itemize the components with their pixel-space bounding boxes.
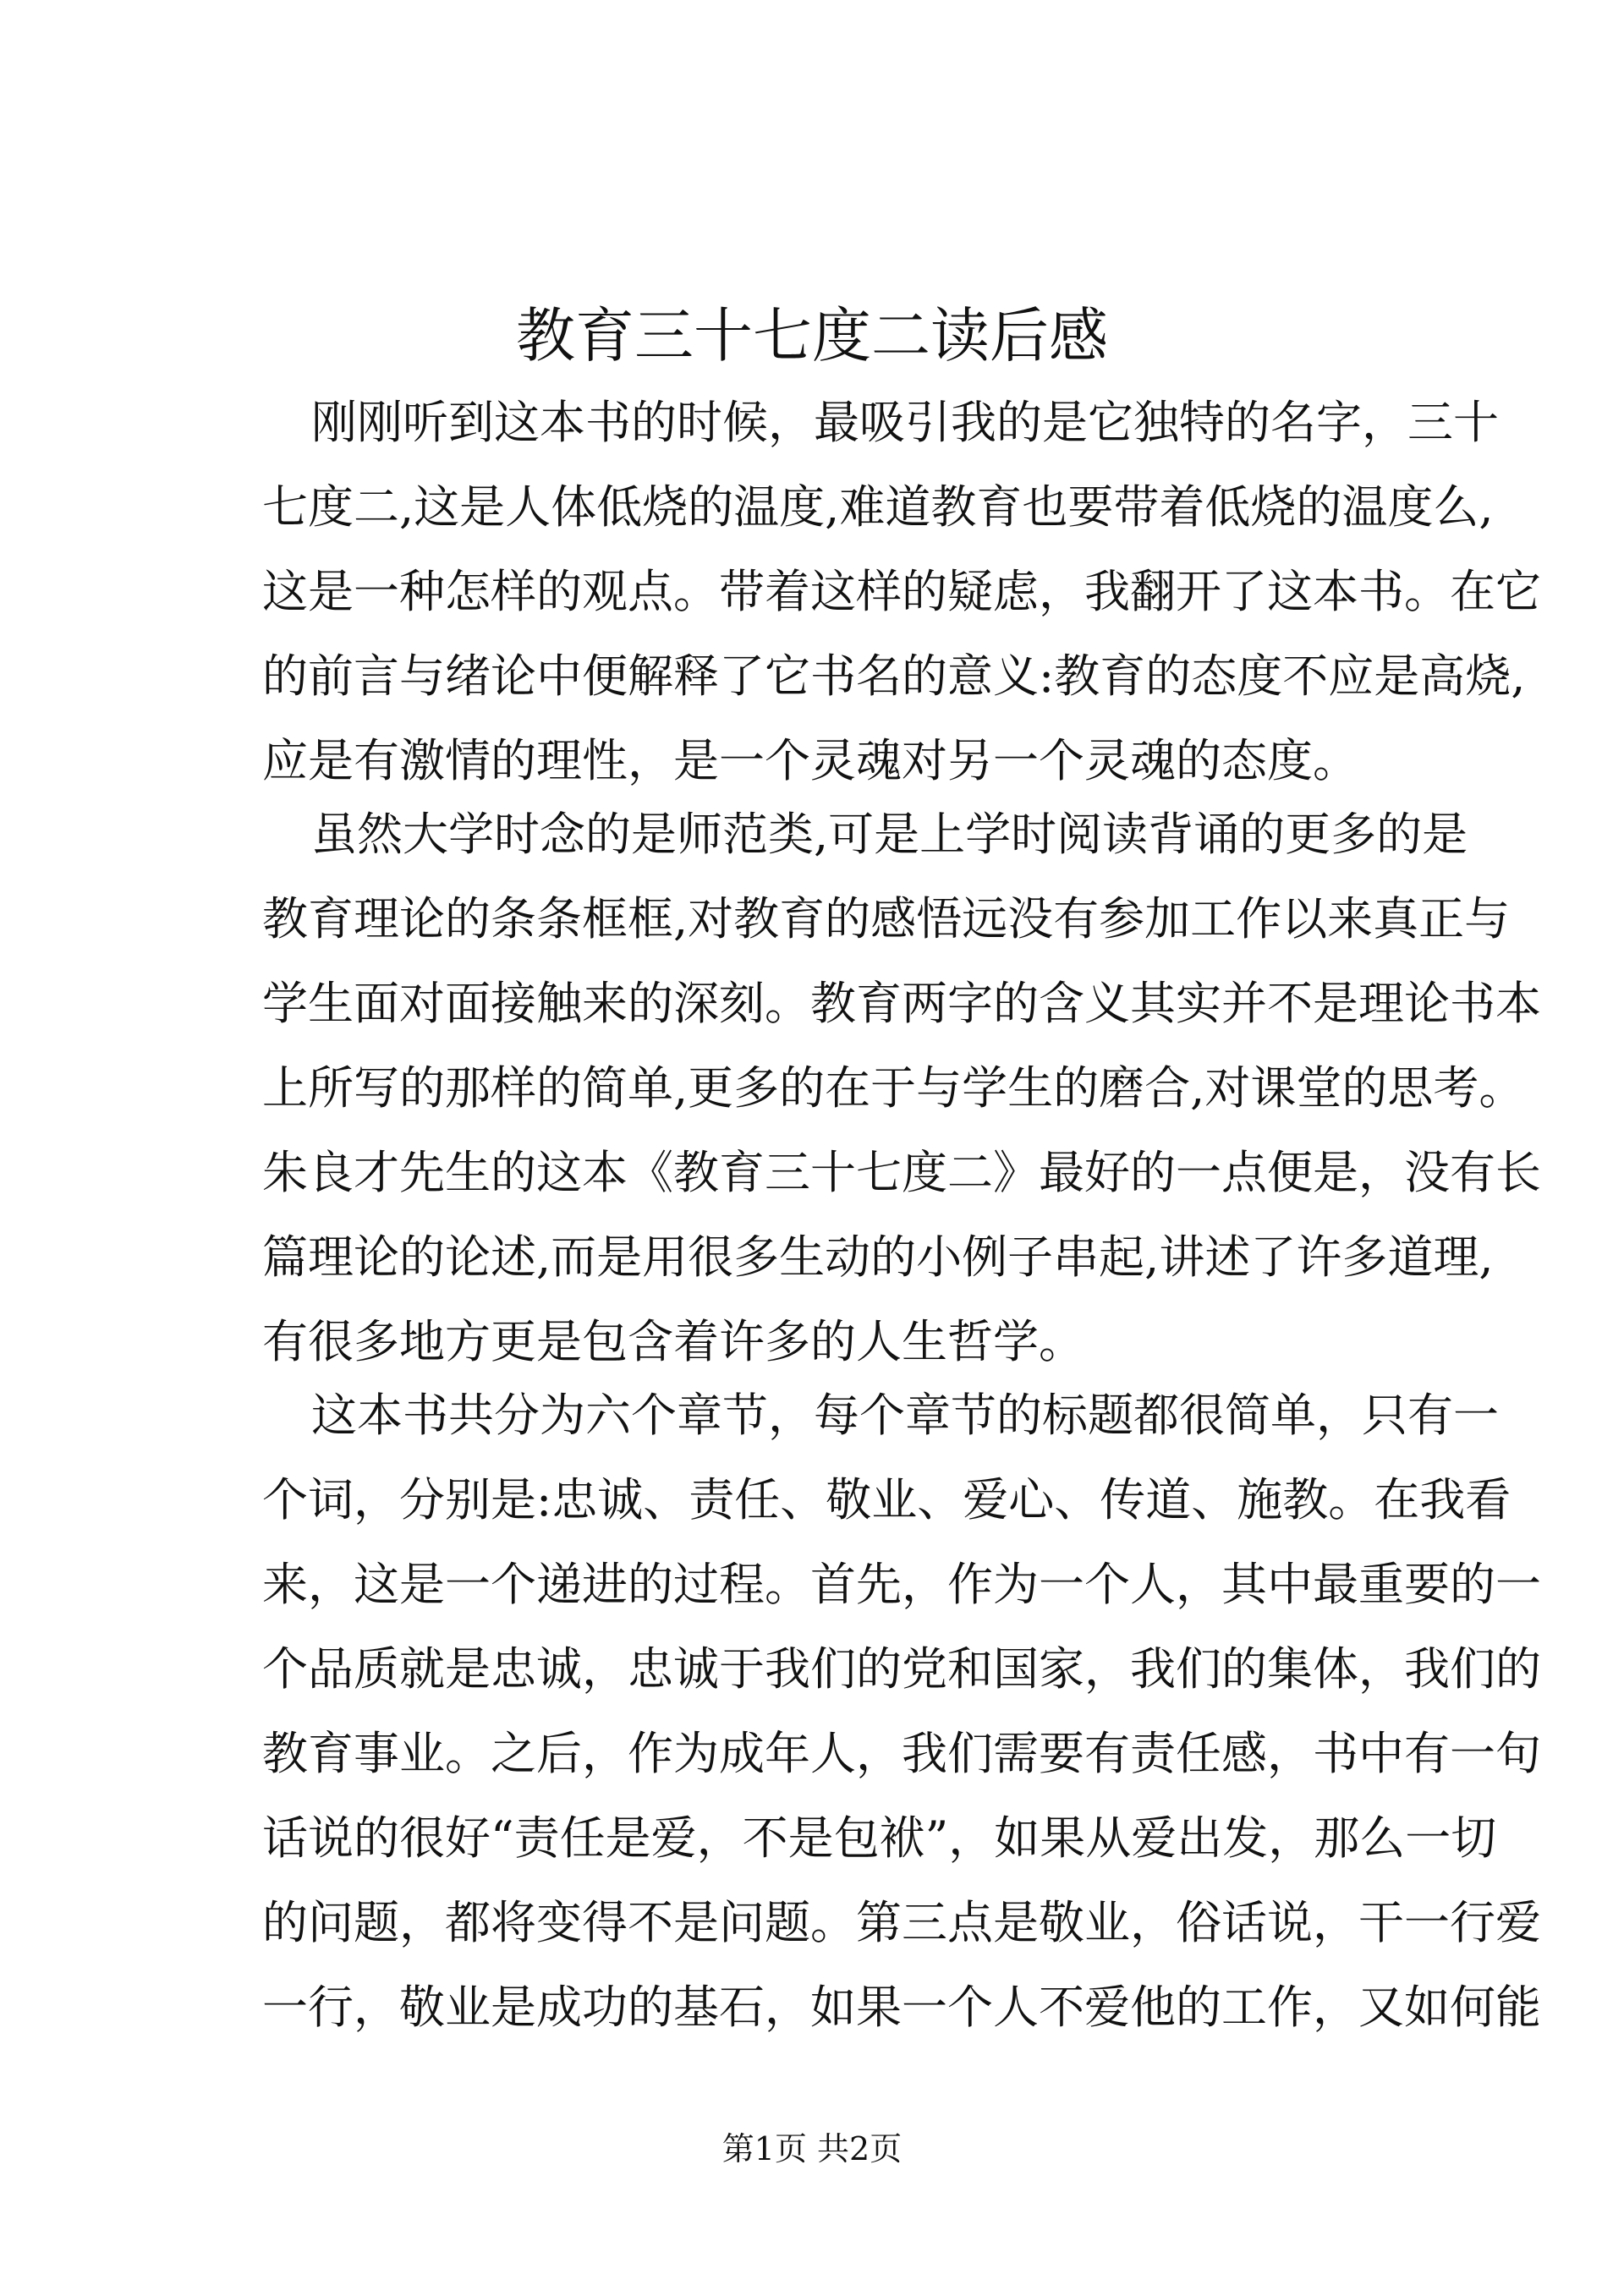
text-line: 一行，敬业是成功的基石，如果一个人不爱他的工作，又如何能 — [262, 1981, 1541, 2034]
text-line: 七度二,这是人体低烧的温度,难道教育也要带着低烧的温度么, — [262, 480, 1494, 534]
text-line: 的问题，都将变得不是问题。第三点是敬业，俗话说，干一行爱 — [262, 1896, 1541, 1949]
document-body — [262, 381, 1541, 2039]
text-line: 刚刚听到这本书的时候，最吸引我的是它独特的名字，三十 — [311, 396, 1499, 449]
text-line: 应是有激情的理性，是一个灵魂对另一个灵魂的态度。 — [262, 734, 1358, 787]
paragraph-3 — [262, 1373, 1541, 2050]
text-line: 学生面对面接触来的深刻。教育两字的含义其实并不是理论书本 — [262, 977, 1541, 1030]
text-line: 来，这是一个递进的过程。首先，作为一个人，其中最重要的一 — [262, 1558, 1541, 1611]
text-line: 朱良才先生的这本《教育三十七度二》最好的一点便是，没有长 — [262, 1146, 1541, 1199]
text-line: 上所写的那样的简单,更多的在于与学生的磨合,对课堂的思考。 — [262, 1061, 1525, 1115]
text-line: 虽然大学时念的是师范类,可是上学时阅读背诵的更多的是 — [311, 808, 1468, 861]
text-line: 这是一种怎样的观点。带着这样的疑虑，我翻开了这本书。在它 — [262, 565, 1541, 618]
text-line: 有很多地方更是包含着许多的人生哲学。 — [262, 1315, 1084, 1368]
paragraph-1 — [262, 381, 1541, 803]
page-number-footer: 第1页 共2页 — [721, 2130, 903, 2167]
document-title: 教育三十七度二读后感 — [516, 301, 1108, 370]
text-line: 话说的很好“责任是爱，不是包袱”，如果从爱出发，那么一切 — [262, 1811, 1497, 1865]
text-line: 这本书共分为六个章节，每个章节的标题都很简单，只有一 — [311, 1389, 1499, 1442]
text-line: 个词，分别是:忠诚、责任、敬业、爱心、传道、施教。在我看 — [262, 1473, 1512, 1526]
text-line: 篇理论的论述,而是用很多生动的小例子串起,讲述了许多道理, — [262, 1230, 1494, 1284]
text-line: 的前言与绪论中便解释了它书名的意义:教育的态度不应是高烧, — [262, 649, 1526, 703]
text-line: 教育理论的条条框框,对教育的感悟远没有参加工作以来真正与 — [262, 892, 1511, 945]
paragraph-2 — [262, 792, 1541, 1384]
text-line: 教育事业。之后，作为成年人，我们需要有责任感，书中有一句 — [262, 1727, 1541, 1780]
text-line: 个品质就是忠诚，忠诚于我们的党和国家，我们的集体，我们的 — [262, 1642, 1541, 1696]
